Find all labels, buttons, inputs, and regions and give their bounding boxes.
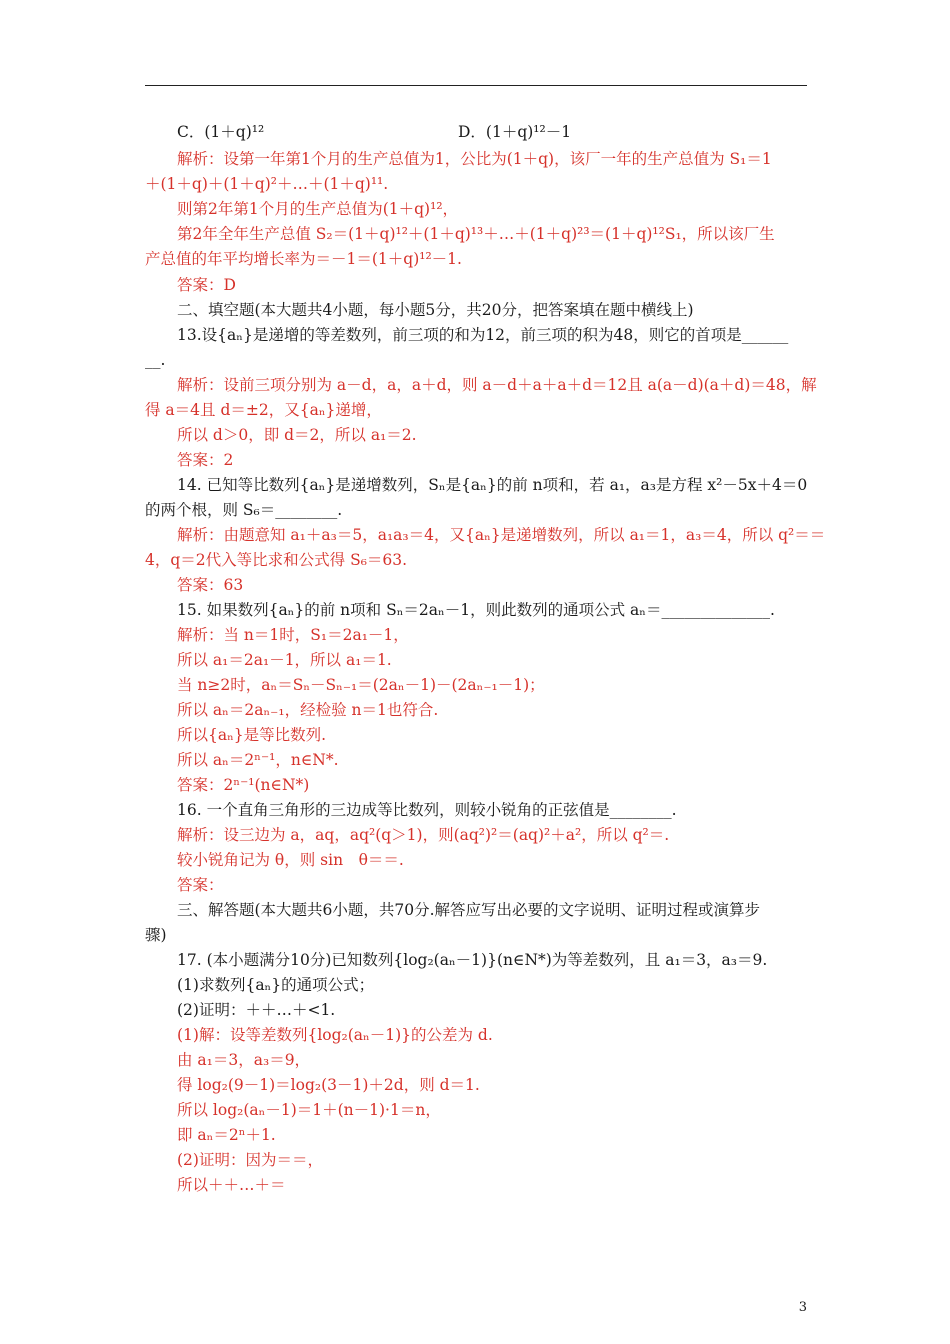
q14-answer: 答案：63 (177, 576, 244, 594)
q13-solution-line: 得 a＝4且 d＝±2，又{aₙ}递增， (145, 401, 382, 419)
q15-text: 15. 如果数列{aₙ}的前 n项和 Sₙ＝2aₙ－1，则此数列的通项公式 aₙ＝______________. (177, 601, 775, 619)
q16-text: 16. 一个直角三角形的三边成等比数列，则较小锐角的正弦值是________. (177, 801, 677, 819)
section-2-heading: 二、填空题(本大题共4小题，每小题5分，共20分，把答案填在题中横线上) (177, 301, 694, 319)
q15-solution-line: 所以 aₙ＝2ⁿ⁻¹，n∈N*. (177, 751, 339, 769)
q12-solution-line: 解析：设第一年第1个月的生产总值为1，公比为(1＋q)，该厂一年的生产总值为 S₁＝1 (177, 150, 772, 168)
q13-text: 13.设{aₙ}是递增的等差数列，前三项的和为12，前三项的积为48，则它的首项是______ (177, 326, 789, 344)
q15-solution-line: 解析：当 n＝1时，S₁＝2a₁－1， (177, 626, 409, 644)
q16-solution-line: 解析：设三边为 a，aq，aq²(q＞1)，则(aq²)²＝(aq)²＋a²，所以 q²＝. (177, 826, 670, 844)
q14-solution-line: 4，q＝2代入等比求和公式得 S₆＝63. (145, 551, 408, 569)
q12-solution-line: 产总值的年平均增长率为＝－1＝(1＋q)¹²－1. (145, 250, 462, 268)
q17-text: 17. (本小题满分10分)已知数列{log₂(aₙ－1)}(n∈N*)为等差数列，且 a₁＝3，a₃＝9. (177, 951, 768, 969)
header-rule (145, 85, 807, 86)
q14-text: 的两个根，则 S₆＝________. (145, 501, 343, 519)
q12-solution-line: ＋(1＋q)＋(1＋q)²＋…＋(1＋q)¹¹. (145, 175, 389, 193)
option-d: D．(1＋q)¹²－1 (458, 123, 572, 141)
q14-solution-line: 解析：由题意知 a₁＋a₃＝5，a₁a₃＝4，又{aₙ}是递增数列，所以 a₁＝1，a₃＝4，所以 q²＝＝ (177, 526, 826, 544)
q17-solution-line: 即 aₙ＝2ⁿ＋1. (177, 1126, 276, 1144)
q17-text: (1)求数列{aₙ}的通项公式； (177, 976, 375, 994)
q12-solution-line: 第2年全年生产总值 S₂＝(1＋q)¹²＋(1＋q)¹³＋…＋(1＋q)²³＝(1＋q)¹²S₁，所以该厂生 (177, 225, 775, 243)
option-c: C．(1＋q)¹² (177, 123, 265, 141)
q16-answer: 答案： (177, 876, 224, 894)
q13-solution-line: 所以 d＞0，即 d＝2，所以 a₁＝2. (177, 426, 417, 444)
q12-answer: 答案：D (177, 276, 236, 294)
q16-solution-line: 较小锐角记为 θ，则 sin θ＝＝. (177, 851, 404, 869)
q13-text: __. (145, 351, 166, 369)
q17-solution-line: 所以 log₂(aₙ－1)＝1＋(n－1)·1＝n， (177, 1101, 441, 1119)
section-3-heading: 三、解答题(本大题共6小题，共70分.解答应写出必要的文字说明、证明过程或演算步 (177, 901, 761, 919)
q15-solution-line: 当 n≥2时，aₙ＝Sₙ－Sₙ₋₁＝(2aₙ－1)－(2aₙ₋₁－1)； (177, 676, 545, 694)
q15-answer: 答案：2ⁿ⁻¹(n∈N*) (177, 776, 310, 794)
q17-text: (2)证明：＋＋…＋<1. (177, 1001, 336, 1019)
q12-solution-line: 则第2年第1个月的生产总值为(1＋q)¹²， (177, 200, 459, 218)
q15-solution-line: 所以 a₁＝2a₁－1，所以 a₁＝1. (177, 651, 392, 669)
q14-text: 14. 已知等比数列{aₙ}是递增数列，Sₙ是{aₙ}的前 n项和，若 a₁，a₃是方程 x²－5x＋4＝0 (177, 476, 808, 494)
q15-solution-line: 所以 aₙ＝2aₙ₋₁，经检验 n＝1也符合. (177, 701, 439, 719)
page-number: 3 (798, 1300, 807, 1315)
q17-solution-line: 得 log₂(9－1)＝log₂(3－1)＋2d，则 d＝1. (177, 1076, 480, 1094)
q13-answer: 答案：2 (177, 451, 234, 469)
q17-solution-line: (1)解：设等差数列{log₂(aₙ－1)}的公差为 d. (177, 1026, 493, 1044)
q13-solution-line: 解析：设前三项分别为 a－d，a，a＋d，则 a－d＋a＋a＋d＝12且 a(a－d)(a＋d)＝48，解 (177, 376, 817, 394)
section-3-heading: 骤) (145, 926, 167, 944)
q17-solution-line: 由 a₁＝3，a₃＝9， (177, 1051, 311, 1069)
q17-solution-line: (2)证明：因为＝＝， (177, 1151, 323, 1169)
q17-solution-line: 所以＋＋…＋＝ (177, 1176, 286, 1194)
q15-solution-line: 所以{aₙ}是等比数列. (177, 726, 327, 744)
